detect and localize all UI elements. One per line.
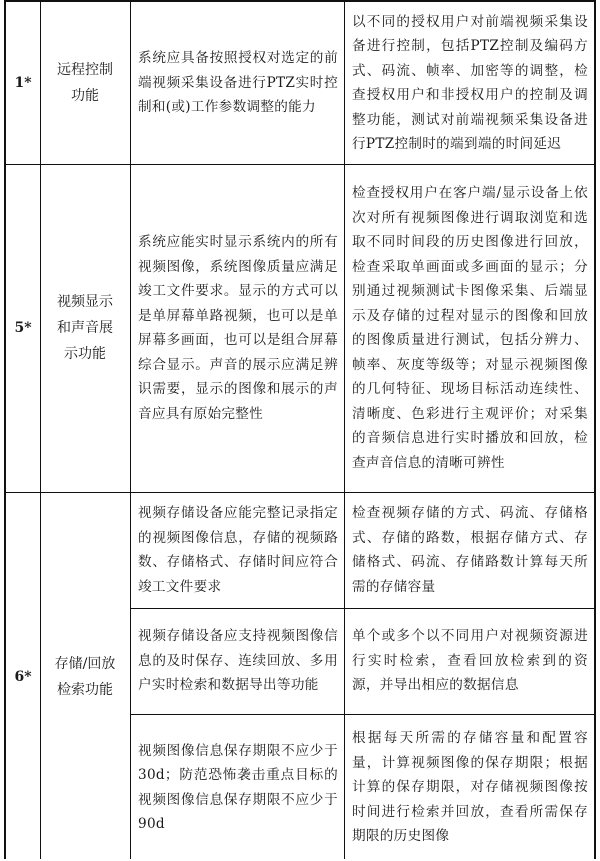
function-name-line: 功能 <box>71 88 99 104</box>
requirement-text: 系统应具备按照授权对选定的前端视频采集设备进行PTZ实时控制和(或)工作参数调整的能力 <box>138 50 338 116</box>
function-name-line: 示功能 <box>64 346 106 362</box>
row-number: 1* <box>14 75 32 91</box>
requirement-cell <box>138 608 338 714</box>
row-number: 6* <box>14 668 32 685</box>
requirement-text: 视频存储设备应支持视频图像信息的及时保存、连续回放、多用户实时检索和数据导出等功能 <box>138 628 338 694</box>
method-cell <box>352 492 588 608</box>
method-text: 以不同的授权用户对前端视频采集设备进行控制，包括PTZ控制及编码方式、码流、帧率、加密等的调整，检查授权用户和非授权用户的控制及调整功能，测试对前端视频采集设备进行PTZ控制时的端到端的时间延迟 <box>352 13 588 152</box>
method-cell <box>352 608 588 714</box>
method-cell <box>352 714 588 861</box>
function-name-line: 检索功能 <box>57 681 113 698</box>
requirement-cell <box>138 164 338 492</box>
function-name-line: 和声音展 <box>57 320 113 336</box>
row-number-cell <box>6 2 40 164</box>
column-divider-2 <box>130 2 131 859</box>
method-text: 检查视频存储的方式、码流、存储格式、存储的路数，根据存储方式、存储格式、码流、存储路数计算每天所需的存储容量 <box>352 505 588 595</box>
requirement-text: 视频图像信息保存期限不应少于30d；防范恐怖袭击重点目标的视频图像信息保存期限不应少于90d <box>138 742 338 832</box>
function-name-line: 远程控制 <box>57 62 113 78</box>
function-name-line: 存储/回放 <box>54 655 116 672</box>
column-divider-3 <box>344 2 345 859</box>
row-number: 5* <box>14 320 32 336</box>
requirement-text: 视频存储设备应能完整记录指定的视频图像信息，存储的视频路数、存储格式、存储时间应符合竣工文件要求 <box>138 505 338 595</box>
method-text: 单个或多个以不同用户对视频资源进行实时检索，查看回放检索到的资源，并导出相应的数据信息 <box>352 628 588 694</box>
requirement-cell <box>138 714 338 861</box>
requirement-cell <box>138 2 338 164</box>
function-name-cell <box>40 492 130 861</box>
method-cell <box>352 164 588 492</box>
method-cell <box>352 2 588 164</box>
requirements-table <box>4 0 596 859</box>
requirement-text: 系统应能实时显示系统内的所有视频图像，系统图像质量应满足竣工文件要求。显示的方式可以是单屏幕单路视频，也可以是单屏幕多画面，也可以是组合屏幕综合显示。声音的展示应满足辨识需要，显示的图像和展示的声音应具有原始完整性 <box>138 234 338 422</box>
function-name-cell <box>40 164 130 492</box>
method-text: 根据每天所需的存储容量和配置容量，计算视频图像的保存期限；根据计算的保存期限，对存储视频图像按时间进行检索并回放，查看所需保存期限的历史图像 <box>352 730 588 845</box>
function-name-line: 视频显示 <box>57 294 113 310</box>
row-number-cell <box>6 164 40 492</box>
function-name-cell <box>40 2 130 164</box>
requirement-cell <box>138 492 338 608</box>
row-number-cell <box>6 492 40 861</box>
method-text: 检查授权用户在客户端/显示设备上依次对所有视频图像进行调取浏览和选取不同时间段的历史图像进行回放，检查采取单画面或多画面的显示；分别通过视频测试卡图像采集、后端显示及存储的过程对显示的图像和回放的图像质量进行测试，包括分辨力、帧率、灰度等级等；对显示视频图像的几何特征、现场目标活动连续性、清晰度、色彩进行主观评价；对采集的音频信息进行实时播放和回放，检查声音信息的清晰可辨性 <box>352 185 588 471</box>
